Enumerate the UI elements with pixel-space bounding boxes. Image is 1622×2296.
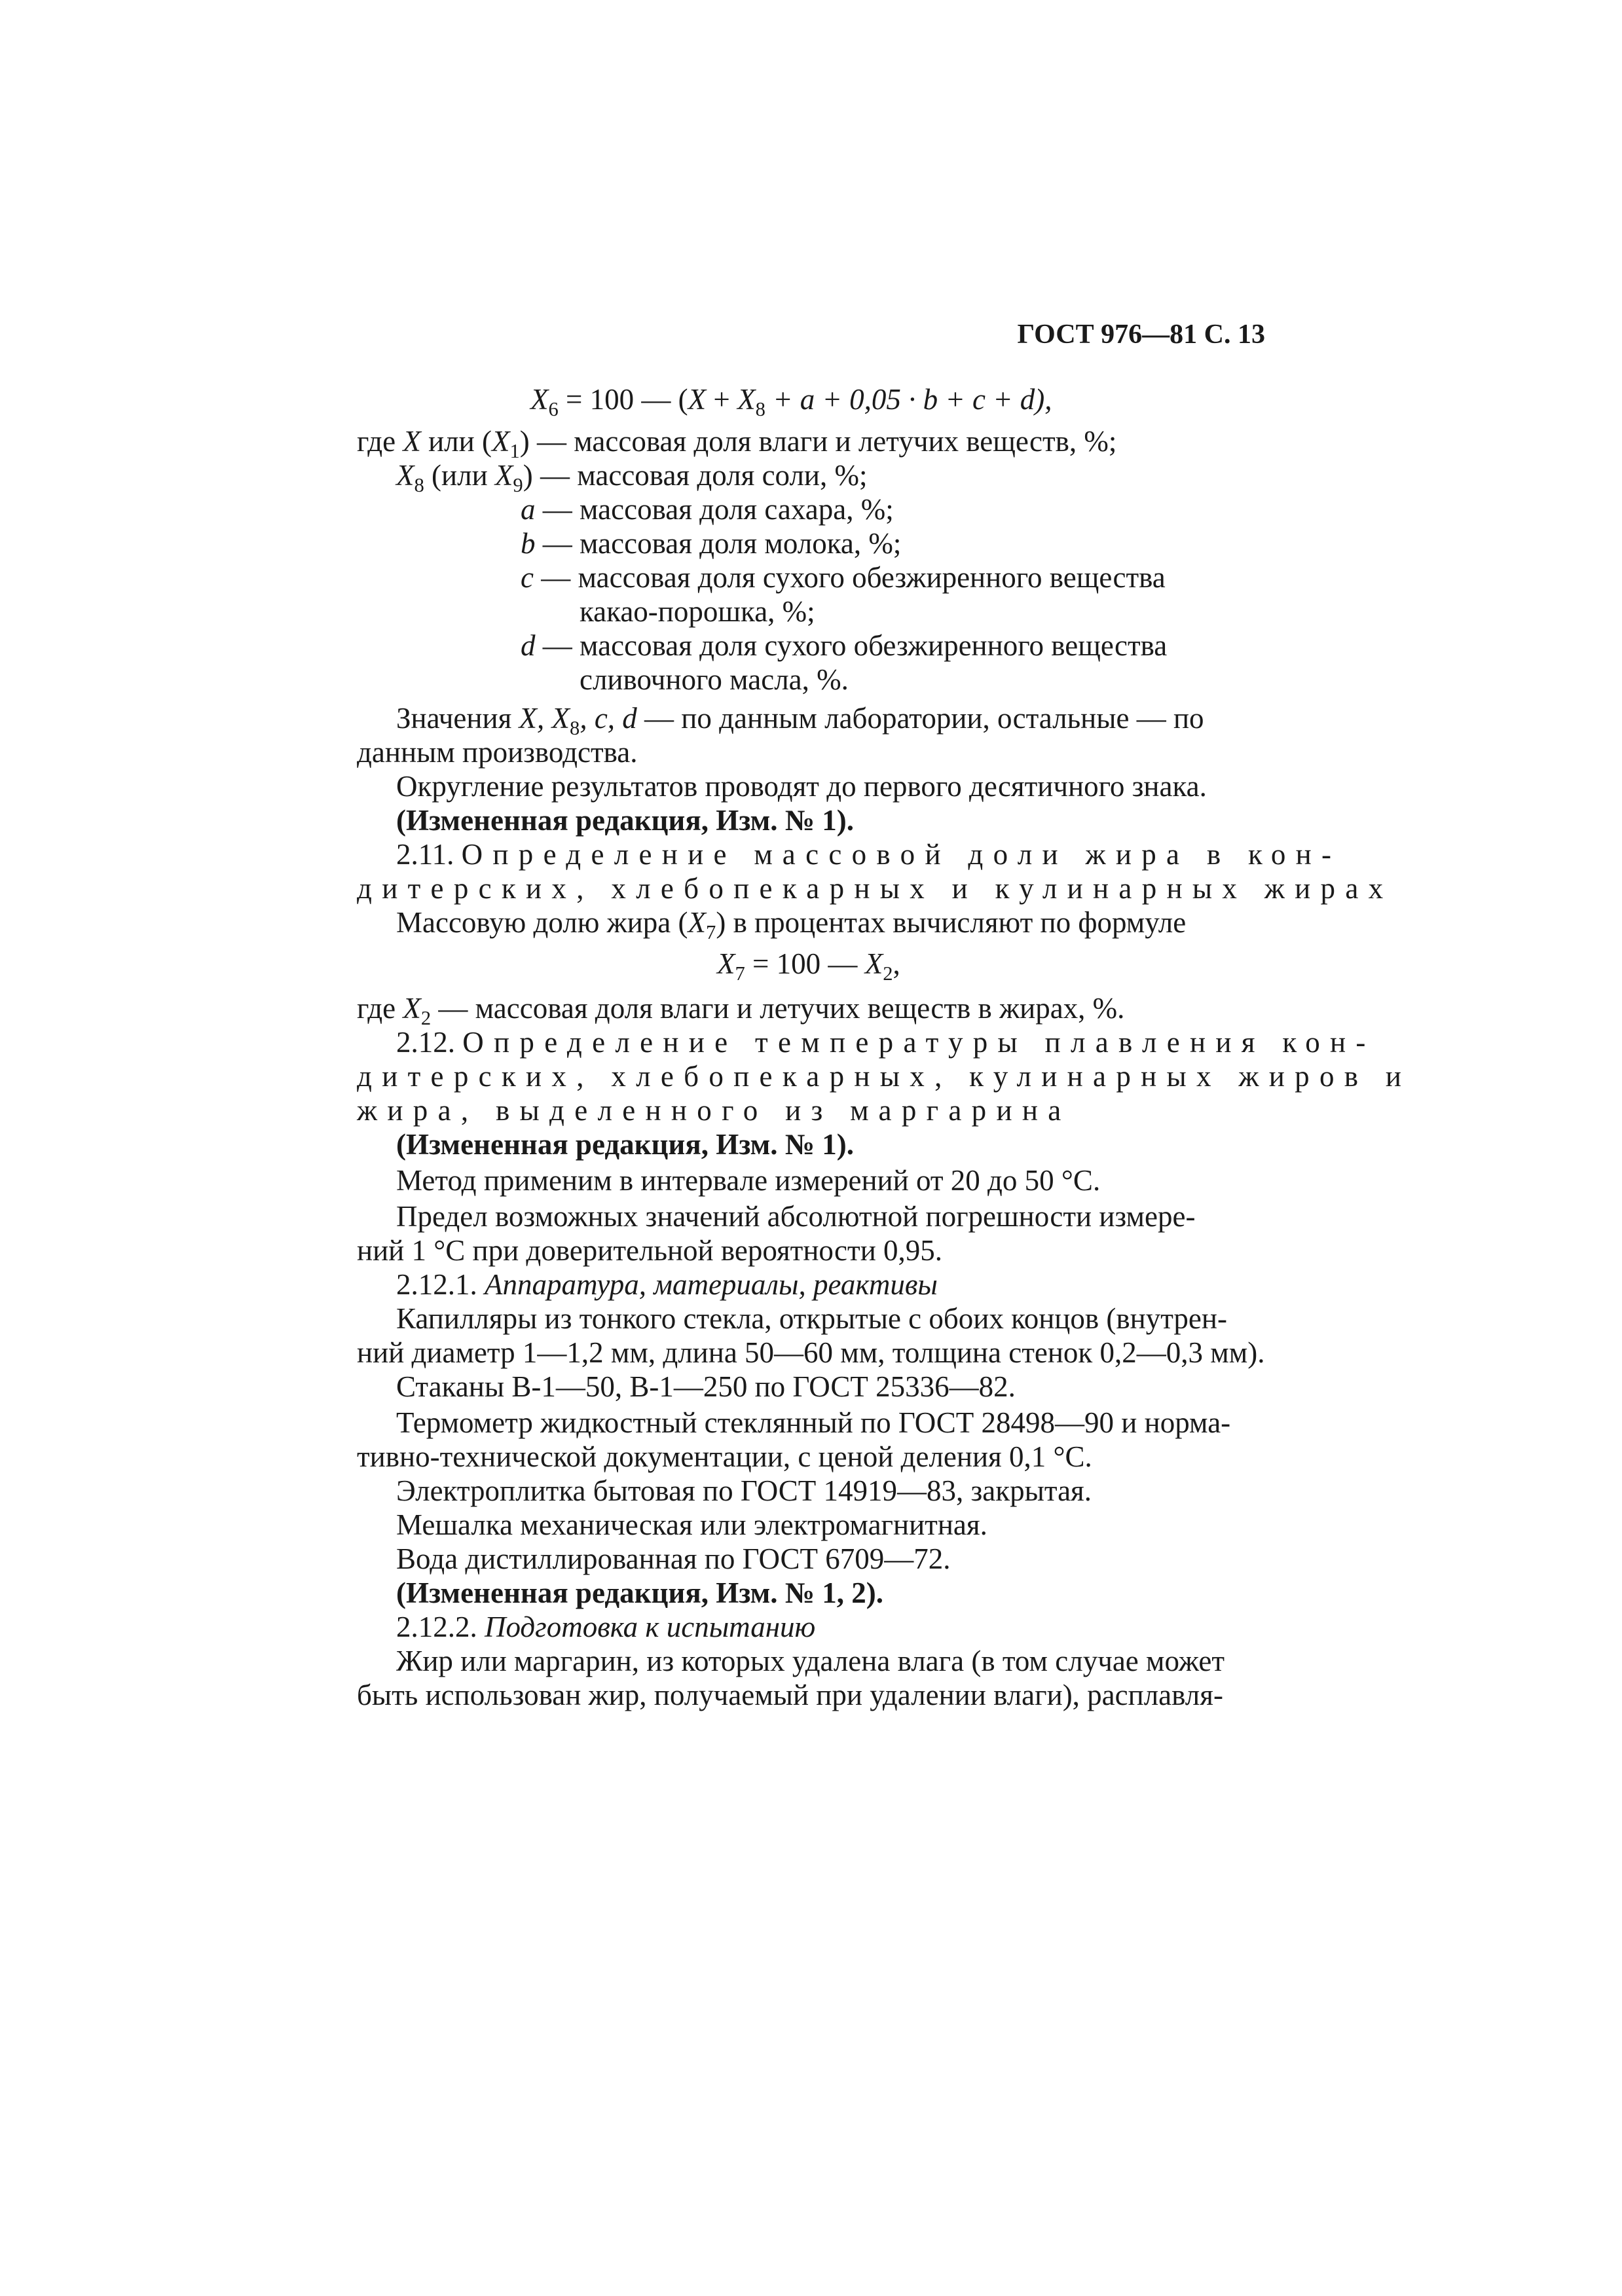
- limit-text-cont: ний 1 °С при доверительной вероятности 0,95.: [357, 1234, 943, 1267]
- limit-text: Предел возможных значений абсолютной погрешности измере-: [396, 1200, 1196, 1233]
- legend-d-cont: сливочного масла, %.: [580, 663, 849, 696]
- legend-x: где X или $(X_1)$ — массовая доля влаги и летучих веществ, %;: [357, 425, 1117, 462]
- values-line: Значения X, $X_8$, c, d — по данным лаборатории, остальные — по: [396, 702, 1204, 739]
- legend-x8: $X_8$ (или $X_9$) — массовая доля соли, %;: [396, 459, 868, 496]
- page-header: ГОСТ 976—81 С. 13: [1017, 319, 1265, 350]
- where-x2: где $X_2$ — массовая доля влаги и летучих веществ в жирах, %.: [357, 992, 1125, 1029]
- legend-b: b — массовая доля молока, %;: [521, 527, 902, 560]
- section-2-12-2-heading: 2.12.2. Подготовка к испытанию: [396, 1611, 816, 1643]
- beakers-text: Стаканы В-1—50, В-1—250 по ГОСТ 25336—82.: [396, 1370, 1016, 1403]
- section-2-12-heading-cont: дитерских, хлебопекарных, кулинарных жиров и: [357, 1060, 1412, 1093]
- stove-text: Электроплитка бытовая по ГОСТ 14919—83, закрытая.: [396, 1474, 1092, 1507]
- mass-fat-text: Массовую долю жира $(X_7)$ в процентах вычисляют по формуле: [396, 906, 1187, 943]
- legend-a: a — массовая доля сахара, %;: [521, 493, 894, 526]
- preparation-text-cont: быть использован жир, получаемый при удалении влаги), расплавля-: [357, 1679, 1223, 1711]
- thermometer-text-cont: тивно-технической документации, с ценой деления 0,1 °С.: [357, 1440, 1092, 1473]
- thermometer-text: Термометр жидкостный стеклянный по ГОСТ 28498—90 и норма-: [396, 1406, 1231, 1439]
- amendment-note: (Измененная редакция, Изм. № 1).: [396, 804, 855, 837]
- values-line-cont: данным производства.: [357, 736, 638, 769]
- amendment-note: (Измененная редакция, Изм. № 1, 2).: [396, 1576, 884, 1609]
- formula-x7: $X_7 = 100$ — $X_2$,: [717, 947, 900, 985]
- legend-d: d — массовая доля сухого обезжиренного вещества: [521, 629, 1168, 662]
- mixer-text: Мешалка механическая или электромагнитная.: [396, 1508, 987, 1541]
- method-text: Метод применим в интервале измерений от 20 до 50 °С.: [396, 1164, 1101, 1197]
- legend-c: c — массовая доля сухого обезжиренного вещества: [521, 561, 1166, 594]
- section-2-12-heading-cont2: жира, выделенного из маргарина: [357, 1094, 1071, 1127]
- rounding-text: Округление результатов проводят до первого десятичного знака.: [396, 770, 1207, 803]
- legend-c-cont: какао-порошка, %;: [580, 595, 815, 628]
- formula-x6: $X_6 = 100$ — $(X + X_8 + a + 0,05 \cdot b + c + d)$,: [530, 383, 1052, 420]
- water-text: Вода дистиллированная по ГОСТ 6709—72.: [396, 1542, 951, 1575]
- capillaries-text-cont: ний диаметр 1—1,2 мм, длина 50—60 мм, толщина стенок 0,2—0,3 мм).: [357, 1336, 1265, 1369]
- preparation-text: Жир или маргарин, из которых удалена влага (в том случае может: [396, 1645, 1225, 1677]
- section-2-11-heading: 2.11. Определение массовой доли жира в кон-: [396, 838, 1342, 871]
- section-2-12-1-heading: 2.12.1. Аппаратура, материалы, реактивы: [396, 1268, 938, 1301]
- capillaries-text: Капилляры из тонкого стекла, открытые с обоих концов (внутрен-: [396, 1302, 1227, 1335]
- section-2-12-heading: 2.12. Определение температуры плавления кон-: [396, 1026, 1376, 1059]
- section-2-11-heading-cont: дитерских, хлебопекарных и кулинарных жирах: [357, 872, 1393, 905]
- amendment-note: (Измененная редакция, Изм. № 1).: [396, 1128, 855, 1161]
